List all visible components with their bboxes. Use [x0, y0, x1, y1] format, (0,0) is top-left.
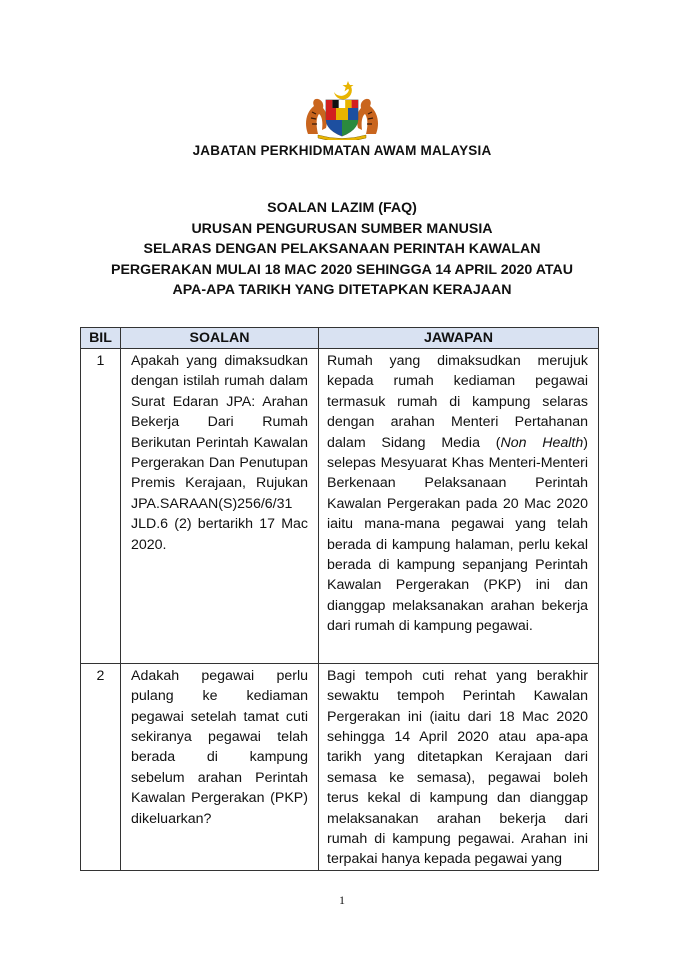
row-number: 1 — [81, 349, 121, 664]
column-header-jawapan: JAWAPAN — [319, 328, 599, 349]
table-row — [81, 349, 599, 664]
row-number: 2 — [81, 663, 121, 870]
question-cell: Apakah yang dimaksudkan dengan istilah rumah dalam Surat Edaran JPA: Arahan Bekerja Dari Rumah Berikutan Perintah Kawalan Pergerakan Dan Penutupan Premis Kerajaan, Rujukan JPA.SARAAN(S)256/6/31 JLD.6 (2) bertarikh 17 Mac 2020. — [121, 349, 319, 664]
title-line: PERGERAKAN MULAI 18 MAC 2020 SEHINGGA 14 APRIL 2020 ATAU — [111, 261, 573, 278]
page-number: 1 — [339, 893, 345, 907]
title-line: SELARAS DENGAN PELAKSANAAN PERINTAH KAWALAN — [143, 241, 541, 257]
table-header-row — [81, 328, 599, 349]
column-header-bil: BIL — [81, 328, 121, 349]
question-cell: Adakah pegawai perlu pulang ke kediaman pegawai setelah tamat cuti sekiranya pegawai telah berada di kampung sebelum arahan Perintah Kawalan Pergerakan (PKP) dikeluarkan? — [121, 663, 319, 870]
answer-cell: Bagi tempoh cuti rehat yang berakhir sewaktu tempoh Perintah Kawalan Pergerakan ini (iaitu dari 18 Mac 2020 sehingga 14 April 2020 atau apa-apa tarikh yang ditetapkan Kerajaan dari semasa ke semasa), pegawai boleh terus kekal di kampung dan dianggap melaksanakan arahan bekerja dari rumah di kampung pegawai. Arahan ini terpakai hanya kepada pegawai yang — [319, 663, 599, 870]
faq-table — [80, 327, 599, 871]
document-title — [0, 198, 684, 301]
title-line: URUSAN PENGURUSAN SUMBER MANUSIA — [191, 220, 493, 237]
column-header-soalan: SOALAN — [121, 328, 319, 349]
answer-italic-text: Non Health — [500, 434, 584, 451]
answer-text: ) selepas Mesyuarat Khas Menteri-Menteri Berkenaan Pelaksanaan Perintah Kawalan Pergerakan pada 20 Mac 2020 iaitu mana-mana pegawai yang telah berada di kampung halaman, perlu kekal berada di kampung sepanjang Perintah Kawalan Pergerakan (PKP) ini dan dianggap melaksanakan arahan bekerja dari rumah di kampung pegawai. — [327, 434, 588, 635]
title-line: APA-APA TARIKH YANG DITETAPKAN KERAJAAN — [172, 282, 512, 298]
coat-of-arms-logo — [296, 78, 388, 140]
answer-cell — [319, 349, 599, 664]
answer-text: Rumah yang dimaksudkan merujuk kepada rumah kediaman pegawai termasuk rumah di kampung selaras dengan arahan Menteri Pertahanan dalam Sidang Media ( — [327, 353, 588, 451]
table-row — [81, 663, 599, 870]
organization-name: JABATAN PERKHIDMATAN AWAM MALAYSIA — [192, 143, 492, 158]
title-line: SOALAN LAZIM (FAQ) — [267, 200, 417, 216]
